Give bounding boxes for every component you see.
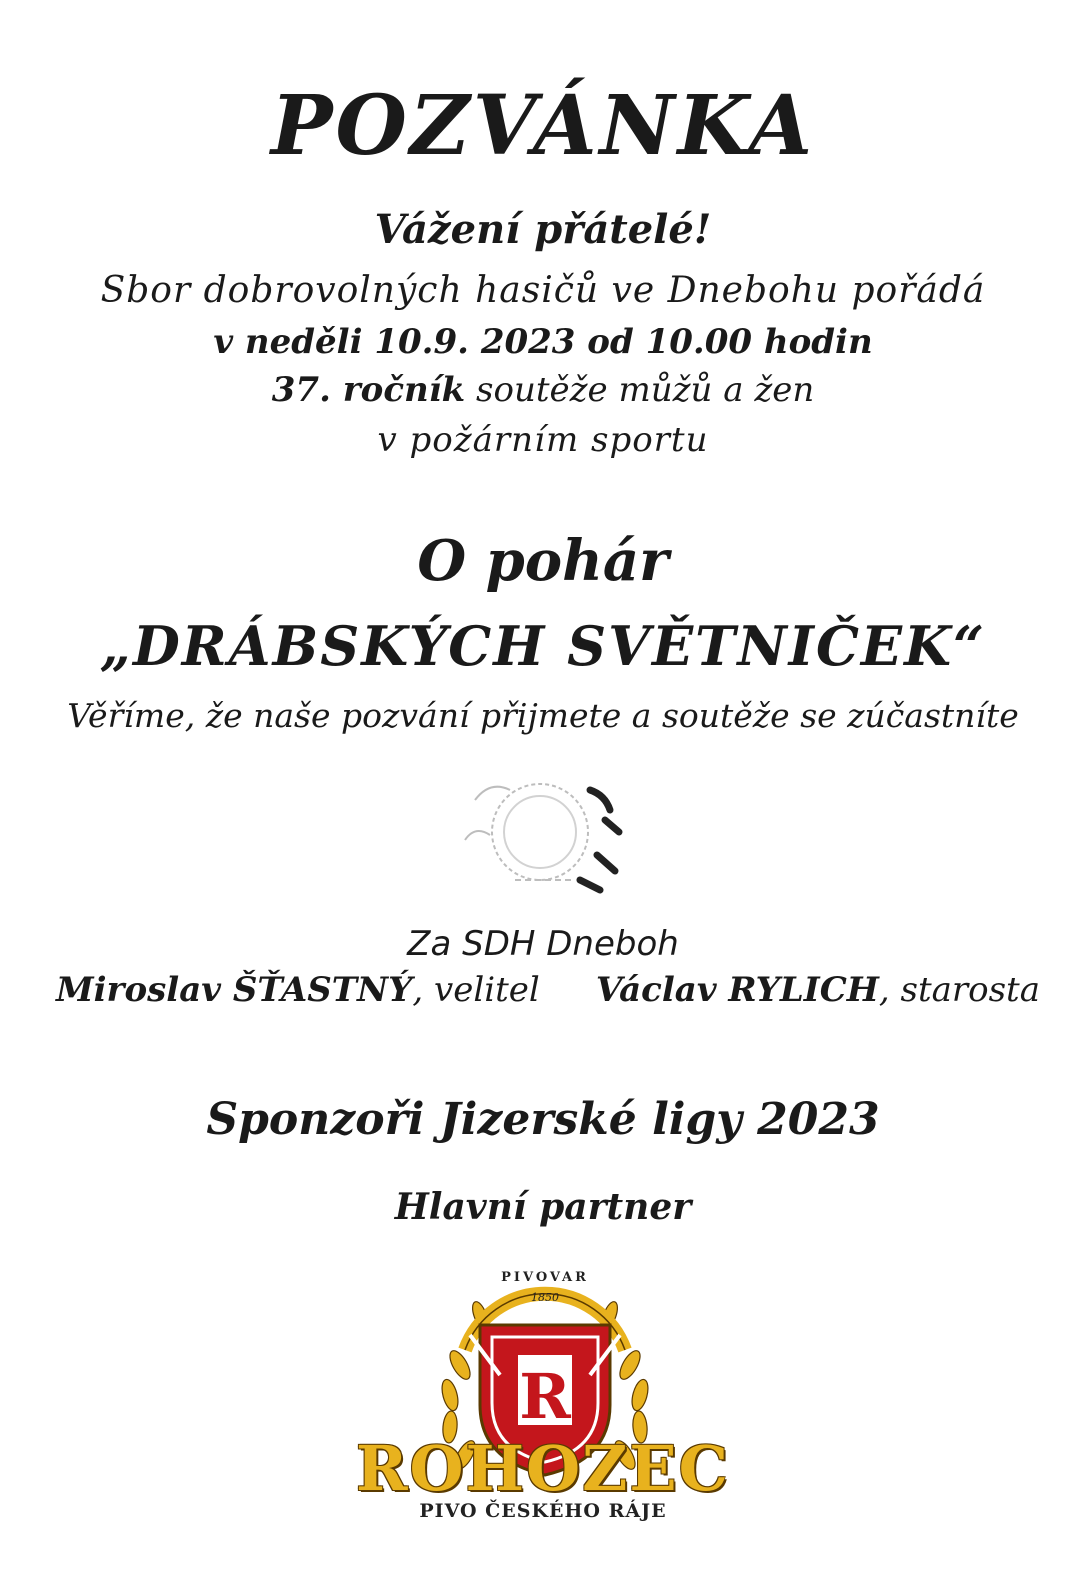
date-line: v neděli 10.9. 2023 od 10.00 hodin xyxy=(213,322,873,362)
sponsors-heading: Sponzoři Jizerské ligy 2023 xyxy=(206,1094,880,1145)
mayor-name: Václav RYLICH xyxy=(595,970,879,1010)
belief-line: Věříme, že naše pozvání přijmete a soutěže se zúčastníte xyxy=(67,696,1019,735)
brand-name: ROHOZEC xyxy=(356,1432,730,1505)
logo-letter: R xyxy=(519,1360,571,1433)
mayor-role: , starosta xyxy=(878,970,1040,1010)
sport-line: v požárním sportu xyxy=(377,420,709,460)
commander-name: Miroslav ŠŤASTNÝ xyxy=(56,970,413,1010)
commander-role: , velitel xyxy=(412,970,540,1010)
cup-title-line2: „DRÁBSKÝCH SVĚTNIČEK“ xyxy=(99,614,987,678)
embossed-stamp-icon xyxy=(455,760,635,910)
page-title: POZVÁNKA xyxy=(270,78,816,174)
edition-number: 37. ročník xyxy=(271,370,466,410)
signature-mayor xyxy=(596,970,1040,1010)
main-partner-label: Hlavní partner xyxy=(394,1186,692,1228)
edition-text: soutěže můžů a žen xyxy=(465,370,815,410)
greeting: Vážení přátelé! xyxy=(374,206,712,253)
edition-line xyxy=(0,370,1086,410)
signature-org: Za SDH Dneboh xyxy=(407,924,679,964)
logo-arc-text: PIVOVAR xyxy=(501,1270,589,1285)
brand-tagline: PIVO ČESKÉHO RÁJE xyxy=(419,1500,667,1522)
organizer-line: Sbor dobrovolných hasičů ve Dnebohu pořádá xyxy=(100,270,986,311)
logo-year: 1850 xyxy=(531,1291,559,1304)
signature-commander xyxy=(56,970,540,1010)
cup-title-line1: O pohár xyxy=(417,528,669,594)
